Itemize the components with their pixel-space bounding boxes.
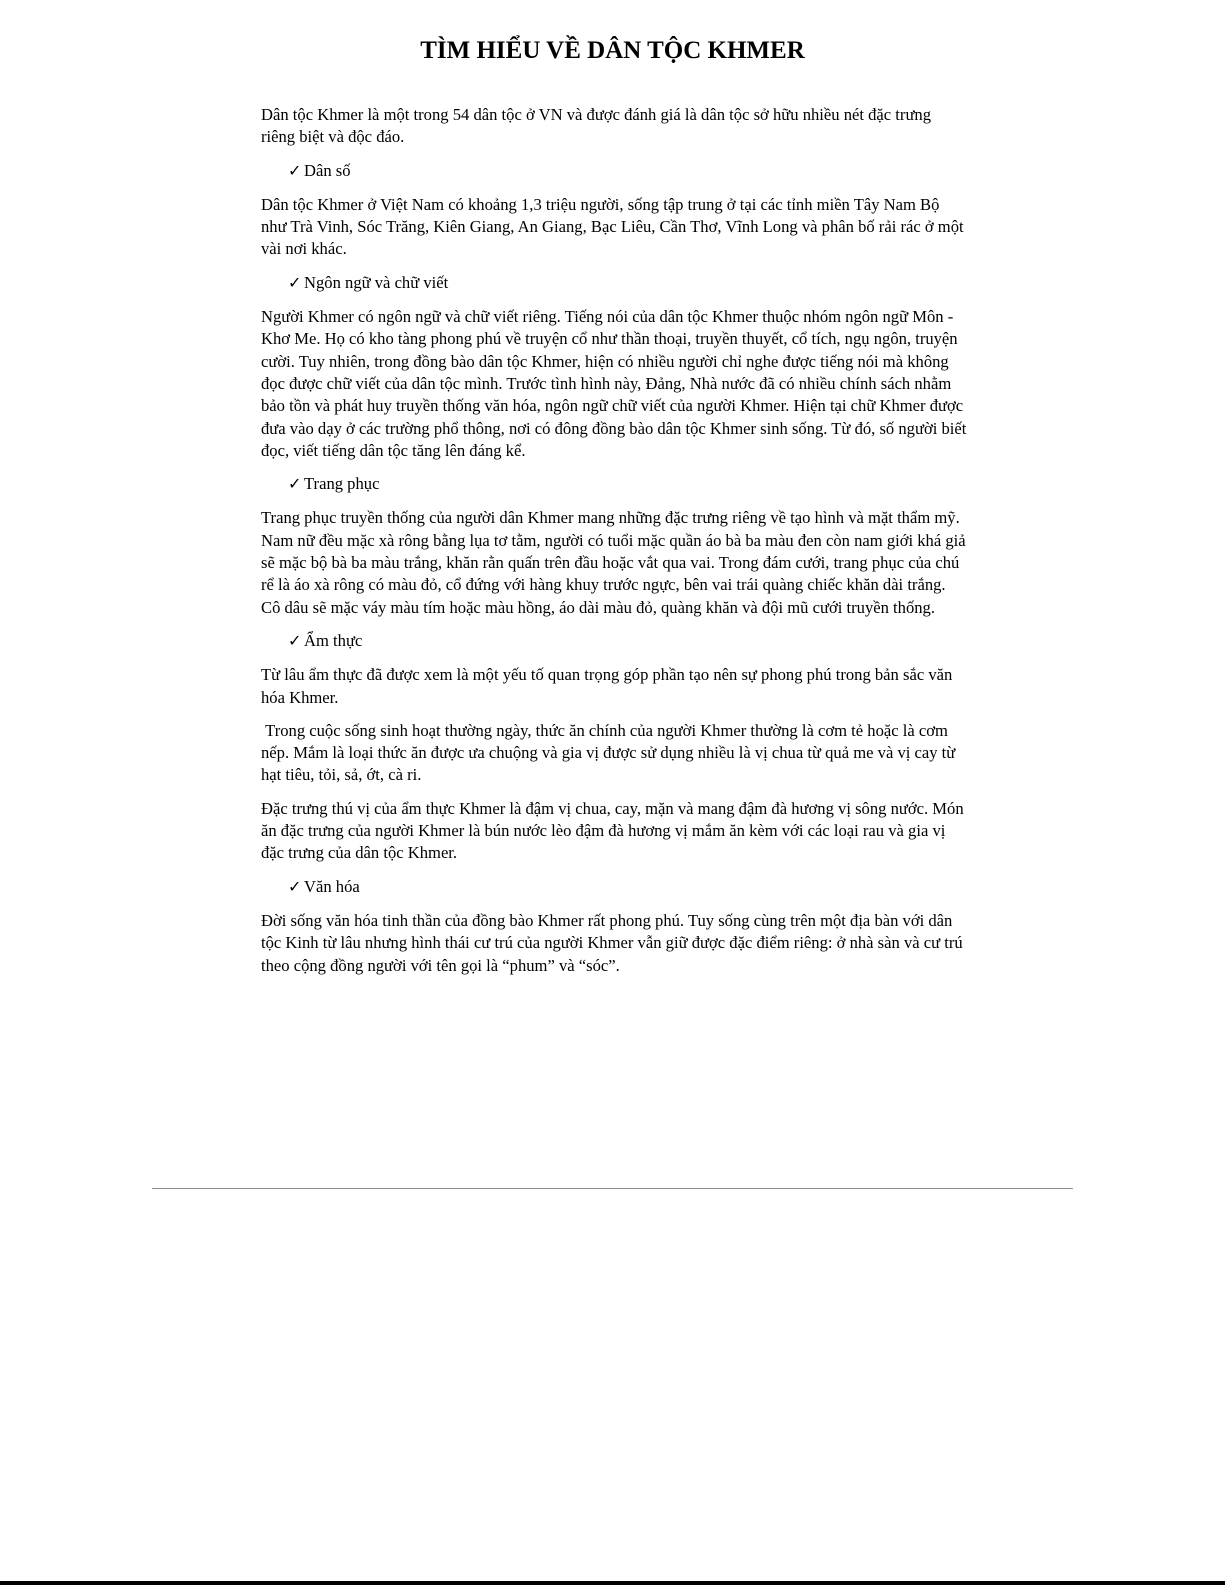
- section-paragraph: Đời sống văn hóa tinh thần của đồng bào Khmer rất phong phú. Tuy sống cùng trên một địa bàn với dân tộc Kinh từ lâu nhưng hình thái cư trú của người Khmer vẫn giữ được đặc điểm riêng: ở nhà sàn và cư trú theo cộng đồng người với tên gọi là “phum” và “sóc”.: [261, 910, 963, 975]
- section-heading-van-hoa: [288, 876, 967, 899]
- document-body: [261, 104, 967, 988]
- section-heading-label: Ngôn ngữ và chữ viết: [304, 272, 449, 292]
- section-heading-label: Dân số: [304, 160, 351, 180]
- section-paragraph: Trang phục truyền thống của người dân Khmer mang những đặc trưng riêng về tạo hình và mặt thẩm mỹ. Nam nữ đều mặc xà rông bằng lụa tơ tằm, người có tuổi mặc quần áo bà ba màu đen còn nam giới khá giả sẽ mặc bộ bà ba màu trắng, khăn rằn quấn trên đầu hoặc vắt qua vai. Trong đám cưới, trang phục của chú rể là áo xà rông có màu đỏ, cổ đứng với hàng khuy trước ngực, bên vai trái quàng chiếc khăn dài trắng. Cô dâu sẽ mặc váy màu tím hoặc màu hồng, áo dài màu đỏ, quàng khăn và đội mũ cưới truyền thống.: [261, 508, 966, 617]
- section-paragraph: Trong cuộc sống sinh hoạt thường ngày, thức ăn chính của người Khmer thường là cơm tẻ hoặc là cơm nếp. Mắm là loại thức ăn được ưa chuộng và gia vị được sử dụng nhiều là vị chua từ quả me và vị cay từ hạt tiêu, tỏi, sả, ớt, cà ri.: [261, 720, 960, 785]
- section-heading-label: Ẩm thực: [304, 630, 363, 650]
- page-bottom-edge: [0, 1581, 1225, 1585]
- section-heading-ngon-ngu: [288, 272, 967, 295]
- section-heading-am-thuc: [288, 630, 967, 653]
- page-title: TÌM HIỂU VỀ DÂN TỘC KHMER: [420, 37, 805, 64]
- section-heading-label: Trang phục: [304, 474, 380, 494]
- checkmark-icon: ✓: [288, 274, 302, 292]
- section-heading-label: Văn hóa: [304, 876, 360, 896]
- section-heading-dan-so: [288, 160, 967, 183]
- section-paragraph: Người Khmer có ngôn ngữ và chữ viết riêng. Tiếng nói của dân tộc Khmer thuộc nhóm ngôn ngữ Môn - Khơ Me. Họ có kho tàng phong phú về truyện cổ như thần thoại, truyền thuyết, cổ tích, ngụ ngôn, truyện cười. Tuy nhiên, trong đồng bào dân tộc Khmer, hiện có nhiều người chỉ nghe được tiếng nói mà không đọc được chữ viết của dân tộc mình. Trước tình hình này, Đảng, Nhà nước đã có nhiều chính sách nhằm bảo tồn và phát huy truyền thống văn hóa, ngôn ngữ chữ viết của người Khmer. Hiện tại chữ Khmer được đưa vào dạy ở các trường phổ thông, nơi có đông đồng bào dân tộc Khmer sinh sống. Từ đó, số người biết đọc, viết tiếng dân tộc tăng lên đáng kể.: [261, 307, 967, 460]
- checkmark-icon: ✓: [288, 632, 302, 650]
- page-divider: [152, 1188, 1073, 1189]
- section-heading-trang-phuc: [288, 473, 967, 496]
- section-paragraph: Đặc trưng thú vị của ẩm thực Khmer là đậm vị chua, cay, mặn và mang đậm đà hương vị sông nước. Món ăn đặc trưng của người Khmer là bún nước lèo đậm đà hương vị mắm ăn kèm với các loại rau và gia vị đặc trưng của dân tộc Khmer.: [261, 798, 964, 863]
- checkmark-icon: ✓: [288, 878, 302, 896]
- checkmark-icon: ✓: [288, 476, 302, 494]
- section-paragraph: Dân tộc Khmer ở Việt Nam có khoảng 1,3 triệu người, sống tập trung ở tại các tỉnh miền Tây Nam Bộ như Trà Vinh, Sóc Trăng, Kiên Giang, An Giang, Bạc Liêu, Cần Thơ, Vĩnh Long và phân bố rải rác ở một vài nơi khác.: [261, 194, 964, 259]
- intro-paragraph: Dân tộc Khmer là một trong 54 dân tộc ở VN và được đánh giá là dân tộc sở hữu nhiều nét đặc trưng riêng biệt và độc đáo.: [261, 105, 932, 147]
- checkmark-icon: ✓: [288, 162, 302, 180]
- section-paragraph: Từ lâu ẩm thực đã được xem là một yếu tố quan trọng góp phần tạo nên sự phong phú trong bản sắc văn hóa Khmer.: [261, 665, 953, 707]
